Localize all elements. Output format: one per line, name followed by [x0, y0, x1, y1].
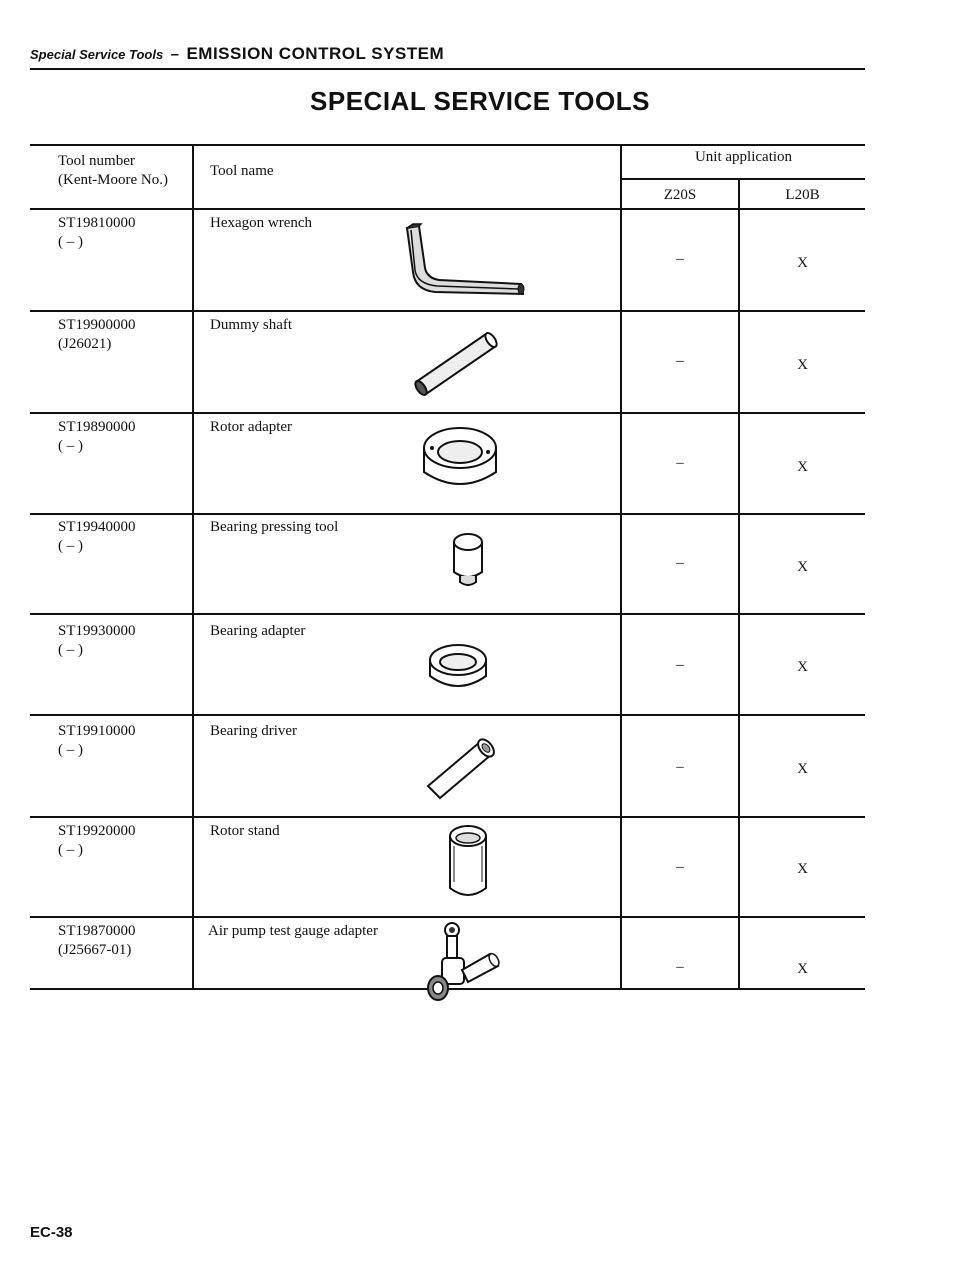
- header-z20s: Z20S: [663, 187, 697, 203]
- row-z20s: –: [676, 251, 684, 267]
- row-tool-name: Bearing pressing tool: [210, 519, 339, 535]
- row-l20b: X: [797, 357, 808, 373]
- row-tool-name: Rotor stand: [210, 823, 280, 839]
- hexagon-wrench-icon: [395, 222, 535, 300]
- row-z20s: –: [676, 959, 684, 975]
- header-unit-application: Unit application: [694, 149, 793, 165]
- row-l20b: X: [797, 559, 808, 575]
- row-tool-name: Hexagon wrench: [210, 215, 313, 231]
- page-number: EC-38: [30, 1224, 73, 1241]
- row-z20s: –: [676, 759, 684, 775]
- row-tool-name: Bearing adapter: [210, 623, 306, 639]
- row-tool-number: ST19910000: [58, 723, 136, 739]
- row-z20s: –: [676, 859, 684, 875]
- row-tool-number: ST19920000: [58, 823, 136, 839]
- row-tool-number: ST19900000: [58, 317, 136, 333]
- header-dash: –: [170, 46, 179, 63]
- row-z20s: –: [676, 555, 684, 571]
- col-divider-number: [192, 144, 194, 990]
- air-pump-gauge-adapter-icon: [422, 918, 506, 1008]
- bearing-driver-icon: [422, 732, 502, 804]
- row-tool-name: Bearing driver: [210, 723, 298, 739]
- header-tool-name: Tool name: [210, 163, 274, 179]
- row-tool-name: Air pump test gauge adapter: [208, 923, 378, 939]
- row-tool-name: Dummy shaft: [210, 317, 293, 333]
- page-title: SPECIAL SERVICE TOOLS: [310, 86, 650, 116]
- row-tool-number: ST19890000: [58, 419, 136, 435]
- special-service-tools-table: [30, 140, 865, 990]
- row-kent-moore: ( – ): [58, 438, 83, 454]
- header-kent-moore: (Kent-Moore No.): [58, 172, 168, 188]
- row-kent-moore: ( – ): [58, 538, 83, 554]
- row-l20b: X: [797, 255, 808, 271]
- row-tool-number: ST19930000: [58, 623, 136, 639]
- row-kent-moore: (J25667-01): [58, 942, 132, 958]
- row-kent-moore: ( – ): [58, 842, 83, 858]
- bearing-pressing-tool-icon: [448, 530, 488, 590]
- row-tool-number: ST19940000: [58, 519, 136, 535]
- bearing-adapter-icon: [426, 640, 490, 694]
- row-z20s: –: [676, 657, 684, 673]
- dummy-shaft-icon: [408, 326, 504, 398]
- header-section-title: EMISSION CONTROL SYSTEM: [186, 44, 445, 63]
- rotor-stand-icon: [444, 822, 492, 904]
- row-l20b: X: [797, 459, 808, 475]
- row-l20b: X: [797, 761, 808, 777]
- row-kent-moore: ( – ): [58, 742, 83, 758]
- unit-application-rule: [620, 178, 865, 180]
- table-top-rule: [30, 144, 865, 146]
- row-z20s: –: [676, 353, 684, 369]
- row-l20b: X: [797, 659, 808, 675]
- row-kent-moore: ( – ): [58, 642, 83, 658]
- row-l20b: X: [797, 961, 808, 977]
- row-tool-name: Rotor adapter: [210, 419, 293, 435]
- row-z20s: –: [676, 455, 684, 471]
- header-l20b: L20B: [785, 187, 820, 203]
- row-tool-number: ST19870000: [58, 923, 136, 939]
- rotor-adapter-icon: [420, 422, 500, 494]
- header-tool-number: Tool number: [58, 153, 135, 169]
- header-rule: [30, 68, 865, 70]
- header-section-label: Special Service Tools: [30, 47, 164, 62]
- row-tool-number: ST19810000: [58, 215, 136, 231]
- row-kent-moore: (J26021): [58, 336, 112, 352]
- row-kent-moore: ( – ): [58, 234, 83, 250]
- running-header: [30, 44, 444, 64]
- row-l20b: X: [797, 861, 808, 877]
